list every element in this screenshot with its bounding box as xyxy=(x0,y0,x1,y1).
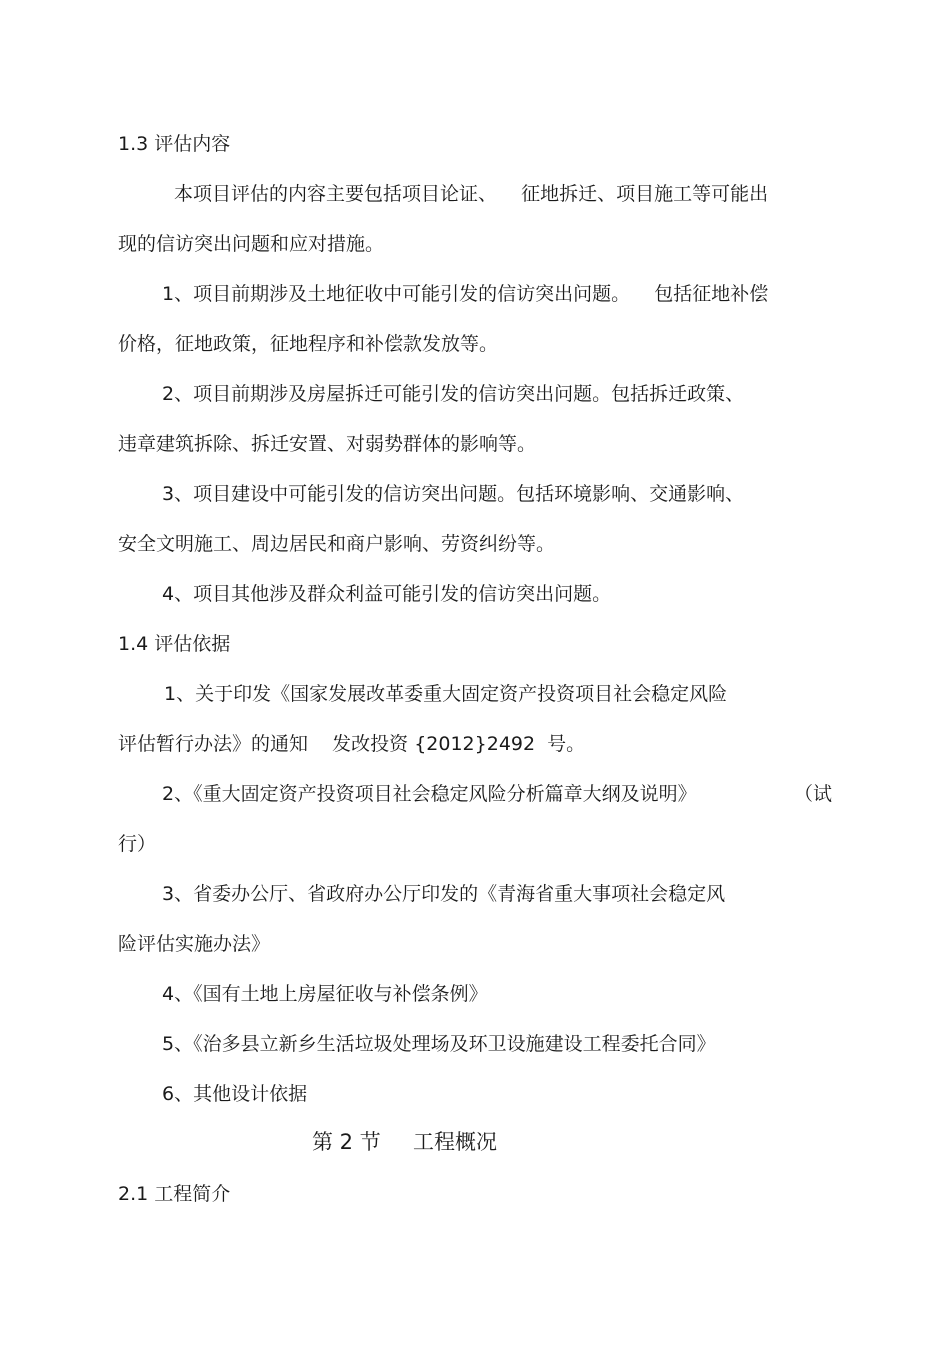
basis-item: 6、其他设计依据 xyxy=(162,1083,308,1105)
basis-item: 1、关于印发《国家发展改革委重大固定资产投资项目社会稳定风险 xyxy=(164,683,728,705)
list-item: 4、项目其他涉及群众利益可能引发的信访突出问题。 xyxy=(162,583,612,605)
basis-item: 3、省委办公厅、省政府办公厅印发的《青海省重大事项社会稳定风 xyxy=(162,883,726,905)
section-title-text: 工程概况 xyxy=(413,1130,497,1154)
list-item-continuation: 违章建筑拆除、拆迁安置、对弱势群体的影响等。 xyxy=(118,433,537,455)
section-title-number: 第 2 节 xyxy=(312,1130,381,1154)
list-item: 2、项目前期涉及房屋拆迁可能引发的信访突出问题。包括拆迁政策、 xyxy=(162,383,745,405)
basis-item: 5、《治多县立新乡生活垃圾处理场及环卫设施建设工程委托合同》 xyxy=(162,1033,716,1055)
list-item-continuation: 安全文明施工、周边居民和商户影响、劳资纠纷等。 xyxy=(118,533,556,555)
section-heading-1-3: 1.3 评估内容 xyxy=(118,133,231,155)
section-heading-1-4: 1.4 评估依据 xyxy=(118,633,231,655)
basis-item-continuation: 行） xyxy=(118,833,157,855)
basis-item-continuation: 险评估实施办法》 xyxy=(118,933,271,955)
basis-item-tail: （试 xyxy=(794,783,833,805)
list-item: 3、项目建设中可能引发的信访突出问题。包括环境影响、交通影响、 xyxy=(162,483,745,505)
basis-item: 2、《重大固定资产投资项目社会稳定风险分析篇章大纲及说明》 xyxy=(162,783,697,805)
section-heading-2-1: 2.1 工程简介 xyxy=(118,1183,231,1205)
basis-item-continuation: 评估暂行办法》的通知 发改投资 {2012}2492 号。 xyxy=(118,733,586,755)
basis-item: 4、《国有土地上房屋征收与补偿条例》 xyxy=(162,983,488,1005)
list-item-continuation: 价格，征地政策，征地程序和补偿款发放等。 xyxy=(118,333,499,355)
list-item: 1、项目前期涉及土地征收中可能引发的信访突出问题。 包括征地补偿 xyxy=(162,283,769,305)
paragraph-line: 现的信访突出问题和应对措施。 xyxy=(118,233,385,255)
paragraph-line: 本项目评估的内容主要包括项目论证、 征地拆迁、项目施工等可能出 xyxy=(174,183,769,205)
